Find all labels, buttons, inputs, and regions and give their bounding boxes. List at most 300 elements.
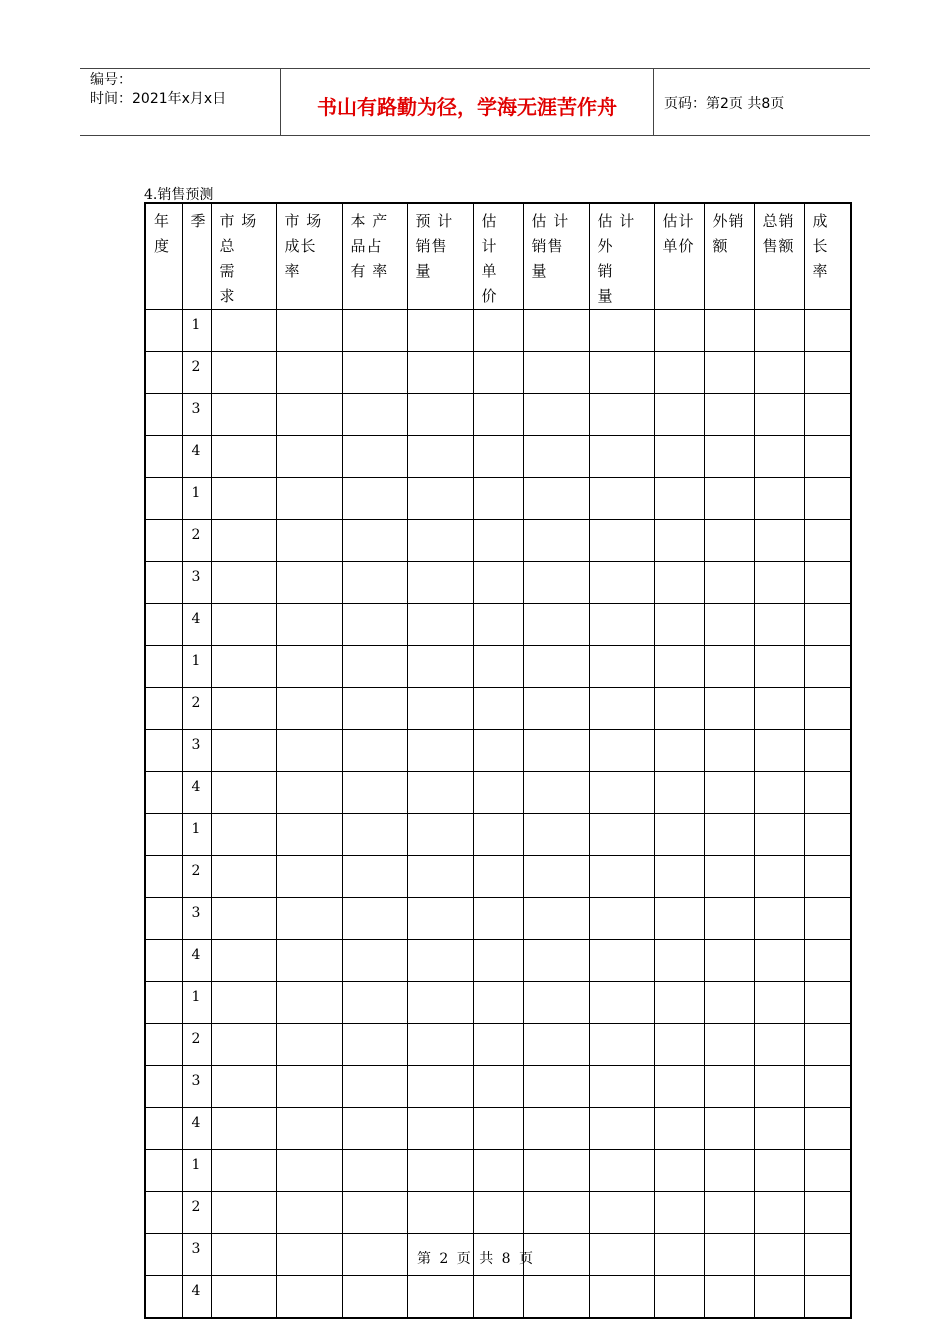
empty-cell xyxy=(804,352,851,394)
empty-cell xyxy=(754,310,804,352)
empty-cell xyxy=(804,394,851,436)
header-meta xyxy=(80,69,281,135)
quarter-cell: 4 xyxy=(182,940,211,982)
empty-cell xyxy=(754,352,804,394)
empty-cell xyxy=(473,1192,523,1234)
empty-cell xyxy=(407,688,473,730)
empty-cell xyxy=(407,730,473,772)
empty-cell xyxy=(754,688,804,730)
table-row xyxy=(145,1192,851,1234)
empty-cell xyxy=(754,772,804,814)
table-row xyxy=(145,646,851,688)
quarter-cell: 2 xyxy=(182,1024,211,1066)
table-body xyxy=(145,310,851,1319)
empty-cell xyxy=(473,982,523,1024)
empty-cell xyxy=(211,1066,276,1108)
empty-cell xyxy=(589,1276,654,1319)
empty-cell xyxy=(407,1192,473,1234)
table-row xyxy=(145,688,851,730)
empty-cell xyxy=(276,310,342,352)
page-footer: 第 2 页 共 8 页 xyxy=(416,1251,534,1267)
empty-cell xyxy=(804,940,851,982)
quarter-cell: 2 xyxy=(182,520,211,562)
empty-cell xyxy=(276,436,342,478)
empty-cell xyxy=(211,940,276,982)
table-header-row xyxy=(145,203,851,310)
header-motto: 书山有路勤为径，学海无涯苦作舟 xyxy=(281,69,654,135)
quarter-cell: 2 xyxy=(182,1192,211,1234)
empty-cell xyxy=(145,940,182,982)
empty-cell xyxy=(342,520,407,562)
empty-cell xyxy=(704,1276,754,1319)
empty-cell xyxy=(523,436,589,478)
empty-cell xyxy=(342,394,407,436)
empty-cell xyxy=(342,772,407,814)
empty-cell xyxy=(211,520,276,562)
empty-cell xyxy=(589,1192,654,1234)
empty-cell xyxy=(211,310,276,352)
empty-cell xyxy=(654,1024,704,1066)
empty-cell xyxy=(589,898,654,940)
empty-cell xyxy=(145,982,182,1024)
table-row xyxy=(145,394,851,436)
empty-cell xyxy=(407,1066,473,1108)
number-label: 编号： xyxy=(90,72,132,88)
empty-cell xyxy=(276,940,342,982)
quarter-cell: 3 xyxy=(182,562,211,604)
quarter-cell: 1 xyxy=(182,814,211,856)
quarter-cell: 3 xyxy=(182,1066,211,1108)
empty-cell xyxy=(654,646,704,688)
table-row xyxy=(145,730,851,772)
empty-cell xyxy=(589,436,654,478)
empty-cell xyxy=(342,1024,407,1066)
empty-cell xyxy=(145,772,182,814)
empty-cell xyxy=(473,604,523,646)
empty-cell xyxy=(342,478,407,520)
empty-cell xyxy=(145,1276,182,1319)
quarter-cell: 4 xyxy=(182,1276,211,1319)
table-row xyxy=(145,898,851,940)
empty-cell xyxy=(407,1108,473,1150)
empty-cell xyxy=(589,352,654,394)
empty-cell xyxy=(589,1024,654,1066)
empty-cell xyxy=(654,898,704,940)
empty-cell xyxy=(589,520,654,562)
empty-cell xyxy=(589,982,654,1024)
col-header-export-amount: 外销 额 xyxy=(704,203,754,310)
empty-cell xyxy=(704,772,754,814)
empty-cell xyxy=(704,940,754,982)
empty-cell xyxy=(407,436,473,478)
empty-cell xyxy=(754,1066,804,1108)
empty-cell xyxy=(804,478,851,520)
empty-cell xyxy=(473,856,523,898)
empty-cell xyxy=(407,562,473,604)
empty-cell xyxy=(804,310,851,352)
empty-cell xyxy=(407,898,473,940)
quarter-cell: 3 xyxy=(182,730,211,772)
empty-cell xyxy=(589,730,654,772)
empty-cell xyxy=(523,1150,589,1192)
empty-cell xyxy=(145,436,182,478)
empty-cell xyxy=(342,1192,407,1234)
empty-cell xyxy=(276,730,342,772)
table-row xyxy=(145,604,851,646)
empty-cell xyxy=(754,646,804,688)
empty-cell xyxy=(589,478,654,520)
empty-cell xyxy=(589,856,654,898)
empty-cell xyxy=(704,352,754,394)
table-row xyxy=(145,352,851,394)
document-header xyxy=(80,68,870,136)
table-row xyxy=(145,856,851,898)
table-row xyxy=(145,982,851,1024)
quarter-cell: 2 xyxy=(182,688,211,730)
empty-cell xyxy=(407,394,473,436)
empty-cell xyxy=(754,394,804,436)
empty-cell xyxy=(589,772,654,814)
empty-cell xyxy=(145,1150,182,1192)
empty-cell xyxy=(211,772,276,814)
empty-cell xyxy=(804,898,851,940)
empty-cell xyxy=(145,1192,182,1234)
table-row xyxy=(145,940,851,982)
empty-cell xyxy=(754,1192,804,1234)
empty-cell xyxy=(342,1108,407,1150)
quarter-cell: 3 xyxy=(182,1234,211,1276)
empty-cell xyxy=(704,1024,754,1066)
quarter-cell: 3 xyxy=(182,394,211,436)
empty-cell xyxy=(654,1066,704,1108)
empty-cell xyxy=(704,1192,754,1234)
empty-cell xyxy=(145,562,182,604)
empty-cell xyxy=(276,1150,342,1192)
empty-cell xyxy=(589,604,654,646)
empty-cell xyxy=(473,352,523,394)
section-title: 4.销售预测 xyxy=(144,187,214,203)
empty-cell xyxy=(473,310,523,352)
empty-cell xyxy=(654,982,704,1024)
empty-cell xyxy=(342,814,407,856)
empty-cell xyxy=(523,1108,589,1150)
empty-cell xyxy=(145,814,182,856)
empty-cell xyxy=(654,1276,704,1319)
empty-cell xyxy=(342,982,407,1024)
empty-cell xyxy=(211,1150,276,1192)
empty-cell xyxy=(589,646,654,688)
empty-cell xyxy=(704,730,754,772)
empty-cell xyxy=(654,478,704,520)
empty-cell xyxy=(589,562,654,604)
empty-cell xyxy=(523,1024,589,1066)
empty-cell xyxy=(473,772,523,814)
col-header-unit-price: 估 计 单 价 xyxy=(473,203,523,310)
empty-cell xyxy=(523,478,589,520)
empty-cell xyxy=(145,352,182,394)
empty-cell xyxy=(145,646,182,688)
empty-cell xyxy=(473,1024,523,1066)
empty-cell xyxy=(145,730,182,772)
empty-cell xyxy=(589,1150,654,1192)
empty-cell xyxy=(211,1108,276,1150)
quarter-cell: 1 xyxy=(182,478,211,520)
empty-cell xyxy=(654,1192,704,1234)
empty-cell xyxy=(407,1024,473,1066)
table-row xyxy=(145,1108,851,1150)
empty-cell xyxy=(704,604,754,646)
empty-cell xyxy=(407,478,473,520)
empty-cell xyxy=(342,604,407,646)
empty-cell xyxy=(589,688,654,730)
empty-cell xyxy=(804,646,851,688)
table-row xyxy=(145,436,851,478)
empty-cell xyxy=(589,814,654,856)
empty-cell xyxy=(211,982,276,1024)
empty-cell xyxy=(473,394,523,436)
empty-cell xyxy=(407,772,473,814)
col-header-projected-sales: 预 计 销售 量 xyxy=(407,203,473,310)
empty-cell xyxy=(754,1108,804,1150)
quarter-cell: 4 xyxy=(182,1108,211,1150)
empty-cell xyxy=(523,310,589,352)
empty-cell xyxy=(211,730,276,772)
empty-cell xyxy=(276,856,342,898)
empty-cell xyxy=(654,520,704,562)
sales-forecast-table xyxy=(144,202,852,1319)
empty-cell xyxy=(523,394,589,436)
empty-cell xyxy=(473,940,523,982)
empty-cell xyxy=(804,1150,851,1192)
empty-cell xyxy=(754,1024,804,1066)
empty-cell xyxy=(704,646,754,688)
empty-cell xyxy=(523,1066,589,1108)
empty-cell xyxy=(523,814,589,856)
empty-cell xyxy=(523,940,589,982)
empty-cell xyxy=(589,940,654,982)
empty-cell xyxy=(342,856,407,898)
empty-cell xyxy=(211,1276,276,1319)
empty-cell xyxy=(704,898,754,940)
empty-cell xyxy=(211,1192,276,1234)
empty-cell xyxy=(704,1066,754,1108)
empty-cell xyxy=(342,730,407,772)
empty-cell xyxy=(342,646,407,688)
quarter-cell: 1 xyxy=(182,646,211,688)
empty-cell xyxy=(211,688,276,730)
empty-cell xyxy=(523,562,589,604)
empty-cell xyxy=(342,562,407,604)
empty-cell xyxy=(804,814,851,856)
empty-cell xyxy=(473,730,523,772)
empty-cell xyxy=(804,562,851,604)
empty-cell xyxy=(523,604,589,646)
empty-cell xyxy=(754,982,804,1024)
empty-cell xyxy=(523,1192,589,1234)
quarter-cell: 4 xyxy=(182,772,211,814)
col-header-market-demand: 市 场 总 需 求 xyxy=(211,203,276,310)
empty-cell xyxy=(704,394,754,436)
empty-cell xyxy=(276,352,342,394)
empty-cell xyxy=(211,898,276,940)
empty-cell xyxy=(523,982,589,1024)
empty-cell xyxy=(211,562,276,604)
empty-cell xyxy=(276,1024,342,1066)
col-header-growth-rate: 成 长 率 xyxy=(804,203,851,310)
empty-cell xyxy=(342,1150,407,1192)
empty-cell xyxy=(276,394,342,436)
empty-cell xyxy=(654,856,704,898)
table-row xyxy=(145,1276,851,1319)
col-header-est-price: 估计 单价 xyxy=(654,203,704,310)
empty-cell xyxy=(804,982,851,1024)
empty-cell xyxy=(276,646,342,688)
empty-cell xyxy=(754,436,804,478)
empty-cell xyxy=(276,982,342,1024)
empty-cell xyxy=(342,352,407,394)
empty-cell xyxy=(704,478,754,520)
empty-cell xyxy=(276,520,342,562)
table-row xyxy=(145,772,851,814)
empty-cell xyxy=(654,730,704,772)
col-header-quarter: 季 xyxy=(182,203,211,310)
table-row xyxy=(145,814,851,856)
quarter-cell: 3 xyxy=(182,898,211,940)
empty-cell xyxy=(211,478,276,520)
empty-cell xyxy=(523,772,589,814)
time-label: 时间：2021年x月x日 xyxy=(90,91,227,107)
empty-cell xyxy=(211,394,276,436)
quarter-cell: 1 xyxy=(182,1150,211,1192)
empty-cell xyxy=(145,604,182,646)
empty-cell xyxy=(654,310,704,352)
empty-cell xyxy=(145,1024,182,1066)
empty-cell xyxy=(145,520,182,562)
col-header-total-sales: 总销 售额 xyxy=(754,203,804,310)
empty-cell xyxy=(804,1276,851,1319)
col-header-est-export: 估 计 外 销 量 xyxy=(589,203,654,310)
empty-cell xyxy=(804,856,851,898)
table-row xyxy=(145,520,851,562)
empty-cell xyxy=(473,646,523,688)
empty-cell xyxy=(276,814,342,856)
quarter-cell: 2 xyxy=(182,352,211,394)
empty-cell xyxy=(754,478,804,520)
empty-cell xyxy=(804,1192,851,1234)
empty-cell xyxy=(342,310,407,352)
empty-cell xyxy=(754,562,804,604)
empty-cell xyxy=(654,352,704,394)
empty-cell xyxy=(654,688,704,730)
empty-cell xyxy=(407,1150,473,1192)
empty-cell xyxy=(342,436,407,478)
empty-cell xyxy=(704,310,754,352)
empty-cell xyxy=(523,520,589,562)
empty-cell xyxy=(473,520,523,562)
empty-cell xyxy=(473,688,523,730)
empty-cell xyxy=(145,478,182,520)
empty-cell xyxy=(754,940,804,982)
empty-cell xyxy=(804,772,851,814)
empty-cell xyxy=(654,436,704,478)
empty-cell xyxy=(342,940,407,982)
empty-cell xyxy=(523,646,589,688)
empty-cell xyxy=(704,1150,754,1192)
empty-cell xyxy=(276,562,342,604)
quarter-cell: 1 xyxy=(182,310,211,352)
empty-cell xyxy=(211,646,276,688)
empty-cell xyxy=(754,856,804,898)
empty-cell xyxy=(754,898,804,940)
empty-cell xyxy=(145,688,182,730)
empty-cell xyxy=(804,436,851,478)
empty-cell xyxy=(804,604,851,646)
col-header-est-sales: 估 计 销售 量 xyxy=(523,203,589,310)
empty-cell xyxy=(654,604,704,646)
empty-cell xyxy=(804,688,851,730)
empty-cell xyxy=(704,814,754,856)
empty-cell xyxy=(704,1108,754,1150)
empty-cell xyxy=(407,856,473,898)
empty-cell xyxy=(473,436,523,478)
empty-cell xyxy=(704,436,754,478)
empty-cell xyxy=(654,1150,704,1192)
empty-cell xyxy=(276,1066,342,1108)
empty-cell xyxy=(804,1108,851,1150)
col-header-market-growth: 市 场 成长 率 xyxy=(276,203,342,310)
empty-cell xyxy=(654,940,704,982)
table-row xyxy=(145,562,851,604)
empty-cell xyxy=(145,856,182,898)
empty-cell xyxy=(276,688,342,730)
quarter-cell: 1 xyxy=(182,982,211,1024)
empty-cell xyxy=(342,898,407,940)
empty-cell xyxy=(145,310,182,352)
empty-cell xyxy=(145,898,182,940)
empty-cell xyxy=(342,688,407,730)
empty-cell xyxy=(473,1066,523,1108)
table-row xyxy=(145,1066,851,1108)
table-row xyxy=(145,478,851,520)
empty-cell xyxy=(704,982,754,1024)
empty-cell xyxy=(407,520,473,562)
quarter-cell: 4 xyxy=(182,604,211,646)
empty-cell xyxy=(276,772,342,814)
empty-cell xyxy=(654,394,704,436)
empty-cell xyxy=(704,520,754,562)
table-row xyxy=(145,310,851,352)
empty-cell xyxy=(704,856,754,898)
empty-cell xyxy=(211,352,276,394)
empty-cell xyxy=(473,814,523,856)
empty-cell xyxy=(473,1108,523,1150)
empty-cell xyxy=(654,814,704,856)
quarter-cell: 2 xyxy=(182,856,211,898)
quarter-cell: 4 xyxy=(182,436,211,478)
empty-cell xyxy=(407,310,473,352)
empty-cell xyxy=(754,520,804,562)
empty-cell xyxy=(407,352,473,394)
empty-cell xyxy=(654,1108,704,1150)
empty-cell xyxy=(523,730,589,772)
empty-cell xyxy=(804,1024,851,1066)
empty-cell xyxy=(523,352,589,394)
empty-cell xyxy=(211,814,276,856)
empty-cell xyxy=(589,310,654,352)
empty-cell xyxy=(523,898,589,940)
empty-cell xyxy=(473,1150,523,1192)
table-row xyxy=(145,1150,851,1192)
